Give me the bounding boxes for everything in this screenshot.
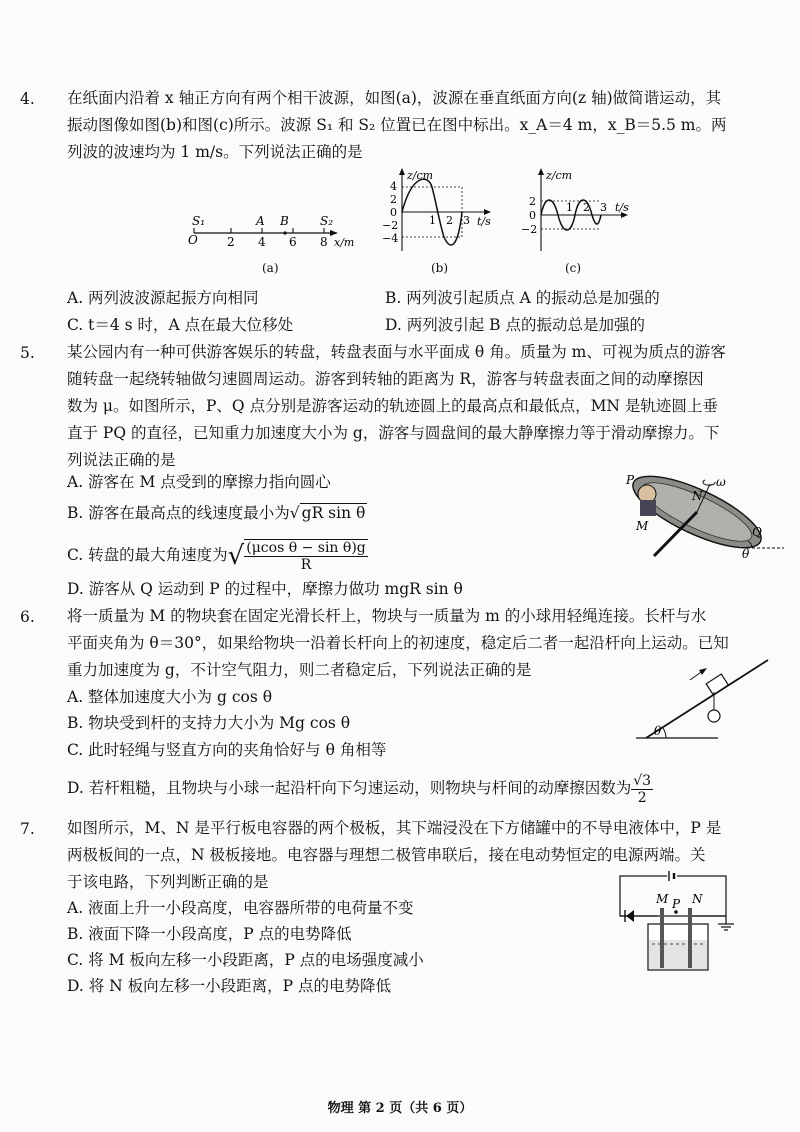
m-label: M (656, 892, 669, 906)
theta-label: θ (654, 724, 662, 738)
tick-label: 4 (258, 235, 266, 249)
y-tick: −2 (521, 223, 538, 236)
option-c: C. t＝4 s 时，A 点在最大位移处 (67, 316, 294, 334)
origin-label: O (188, 233, 198, 247)
figure-caption: (b) (431, 261, 449, 275)
q7-stem-line: 于该电路，下列判断正确的是 (67, 873, 269, 891)
option-text: D. 若杆粗糙，且物块与小球一起沿杆向下匀速运动，则物块与杆间的动摩擦因数为 (67, 779, 632, 797)
q4-stem-line: 列波的波速均为 1 m/s。下列说法正确的是 (67, 143, 363, 161)
question-number: 4. (20, 90, 35, 108)
x-tick: 3 (600, 201, 607, 214)
figure-c-graph (515, 165, 635, 260)
s1-label: S₁ (192, 214, 206, 228)
option-a: A. 整体加速度大小为 g cos θ (67, 688, 273, 706)
option-c: C. 此时轻绳与竖直方向的夹角恰好与 θ 角相等 (67, 741, 387, 759)
q5-stem-line: 直于 PQ 的直径，已知重力加速度大小为 g，游客与圆盘间的最大静摩擦力等于滑动摩擦力。下 (67, 424, 720, 442)
option-d: D. 将 N 板向左移一小段距离，P 点的电势降低 (67, 977, 392, 995)
y-tick: 2 (390, 193, 397, 206)
y-tick: −2 (382, 219, 399, 232)
q5-stem-line: 列说法正确的是 (67, 451, 176, 469)
m-label: M (636, 519, 649, 533)
option-a: A. 游客在 M 点受到的摩擦力指向圆心 (67, 473, 331, 491)
option-text: C. 转盘的最大角速度为 (67, 546, 228, 564)
radicand: gR sin θ (301, 504, 366, 522)
x-tick: 2 (583, 201, 590, 214)
x-axis-label: t/s (477, 215, 491, 228)
option-d: D. 游客从 Q 运动到 P 的过程中，摩擦力做功 mgR sin θ (67, 580, 463, 598)
figure-b-graph (378, 165, 498, 260)
x-tick: 3 (463, 214, 470, 227)
incline-rod-figure (628, 650, 778, 745)
y-tick: 0 (390, 206, 397, 219)
tick-label: 6 (289, 235, 297, 249)
y-tick: 4 (390, 180, 397, 193)
figure-caption: (a) (262, 261, 279, 275)
tick-label: 2 (227, 235, 235, 249)
sqrt-sign: √ (227, 541, 245, 571)
s2-label: S₂ (320, 214, 334, 228)
option-b: B. 物块受到杆的支持力大小为 Mg cos θ (67, 714, 351, 732)
figure-caption: (c) (565, 261, 582, 275)
x-tick: 2 (446, 214, 453, 227)
n-label: N (692, 489, 703, 503)
p-label: P (672, 897, 681, 911)
option-d (67, 768, 653, 808)
n-label: N (692, 892, 703, 906)
q4-stem-line: 在纸面内沿着 x 轴正方向有两个相干波源，如图(a)，波源在垂直纸面方向(z 轴)做简谐运动，其 (67, 89, 722, 107)
option-text: B. 游客在最高点的线速度最小为 (67, 504, 290, 522)
q6-stem-line: 平面夹角为 θ＝30°，如果给物块一沿着长杆向上的初速度，稳定后二者一起沿杆向上运动。已知 (67, 634, 729, 652)
page-footer: 物理 第 2 页（共 6 页） (327, 1101, 473, 1116)
y-tick: 0 (529, 209, 536, 222)
option-a: A. 两列波波源起振方向相同 (67, 289, 259, 307)
denominator: R (300, 557, 312, 573)
option-c: C. 将 M 板向左移一小段距离，P 点的电场强度减小 (67, 951, 424, 969)
theta-label: θ (742, 547, 750, 560)
option-a: A. 液面上升一小段高度，电容器所带的电荷量不变 (67, 899, 414, 917)
y-tick: −4 (382, 232, 399, 245)
option-b: B. 两列波引起质点 A 的振动总是加强的 (385, 289, 660, 307)
p-label: P (626, 473, 635, 487)
x-tick: 1 (566, 201, 573, 214)
turntable-figure (612, 470, 787, 560)
q5-stem-line: 随转盘一起绕转轴做匀速圆周运动。游客到转轴的距离为 R，游客与转盘表面之间的动摩擦因 (67, 370, 704, 388)
q7-stem-line: 两极板间的一点，N 极板接地。电容器与理想二极管串联后，接在电动势恒定的电源两端。关 (67, 846, 706, 864)
option-b: B. 液面下降一小段高度，P 点的电势降低 (67, 925, 352, 943)
a-label: A (256, 214, 265, 228)
q4-stem-line: 振动图像如图(b)和图(c)所示。波源 S₁ 和 S₂ 位置已在图中标出。x_A＝4 m，x_B＝5.5 m。两 (67, 116, 727, 134)
question-number: 5. (20, 344, 35, 362)
fraction (244, 539, 368, 573)
y-tick: 2 (529, 195, 536, 208)
sqrt-sign: √ (289, 504, 300, 522)
denominator: 2 (637, 789, 647, 806)
x-tick: 1 (429, 214, 436, 227)
q7-stem-line: 如图所示，M、N 是平行板电容器的两个极板，其下端浸没在下方储罐中的不导电液体中，P 是 (67, 819, 722, 837)
x-axis-label: t/s (615, 201, 629, 214)
q6-stem-line: 将一质量为 M 的物块套在固定光滑长杆上，物块与一质量为 m 的小球用轻绳连接。长杆与水 (67, 607, 707, 625)
b-label: B (280, 214, 289, 228)
q5-stem-line: 某公园内有一种可供游客娱乐的转盘，转盘表面与水平面成 θ 角。质量为 m、可视为质点的游客 (67, 343, 726, 361)
option-b (67, 502, 367, 524)
numerator: √3 (633, 772, 652, 789)
question-number: 6. (20, 608, 35, 626)
fraction (631, 773, 653, 806)
y-axis-label: z/cm (407, 169, 434, 182)
option-c (67, 533, 368, 577)
q5-stem-line: 数为 μ。如图所示，P、Q 点分别是游客运动的轨迹圆上的最高点和最低点，MN 是轨迹圆上垂 (67, 397, 718, 415)
y-axis-label: z/cm (546, 169, 573, 182)
x-axis-label: x/m (334, 236, 355, 249)
option-d: D. 两列波引起 B 点的振动总是加强的 (385, 316, 645, 334)
q6-stem-line: 重力加速度为 g，不计空气阻力，则二者稳定后，下列说法正确的是 (67, 661, 532, 679)
q-label: Q (752, 525, 762, 539)
capacitor-circuit-figure (612, 868, 752, 978)
tick-label: 8 (320, 235, 328, 249)
question-number: 7. (20, 820, 35, 838)
omega-label: ω (716, 475, 726, 489)
numerator: (μcos θ − sin θ)g (246, 540, 366, 556)
